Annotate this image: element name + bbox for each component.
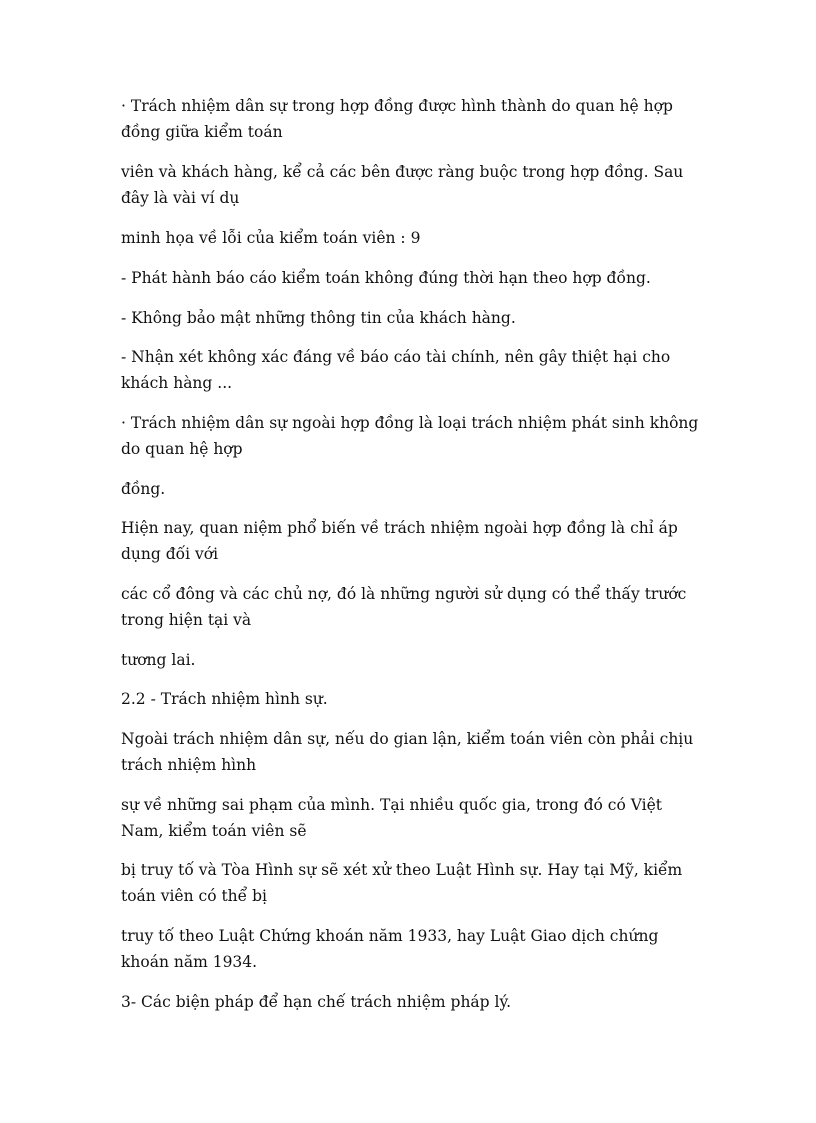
paragraph-2: viên và khách hàng, kể cả các bên được ràng buộc trong hợp đồng. Sau đây là vài ví dụ — [121, 163, 684, 207]
section-heading-3: 3- Các biện pháp để hạn chế trách nhiệm pháp lý. — [121, 993, 512, 1011]
paragraph-14: sự về những sai phạm của mình. Tại nhiều quốc gia, trong đó có Việt Nam, kiểm toán viên sẽ — [121, 796, 663, 840]
section-heading-2-2: 2.2 - Trách nhiệm hình sự. — [121, 690, 328, 708]
paragraph-7: · Trách nhiệm dân sự ngoài hợp đồng là loại trách nhiệm phát sinh không do quan hệ hợp — [121, 414, 699, 458]
paragraph-11: tương lai. — [121, 651, 196, 669]
paragraph-1: · Trách nhiệm dân sự trong hợp đồng được hình thành do quan hệ hợp đồng giữa kiểm toán — [121, 97, 673, 141]
paragraph-6: - Nhận xét không xác đáng về báo cáo tài chính, nên gây thiệt hại cho khách hàng ... — [121, 348, 671, 392]
paragraph-3: minh họa về lỗi của kiểm toán viên : 9 — [121, 229, 421, 247]
paragraph-9: Hiện nay, quan niệm phổ biến về trách nhiệm ngoài hợp đồng là chỉ áp dụng đối với — [121, 519, 678, 563]
paragraph-15: bị truy tố và Tòa Hình sự sẽ xét xử theo Luật Hình sự. Hay tại Mỹ, kiểm toán viên có thể bị — [121, 861, 683, 905]
paragraph-16: truy tố theo Luật Chứng khoán năm 1933, hay Luật Giao dịch chứng khoán năm 1934. — [121, 927, 659, 971]
paragraph-10: các cổ đông và các chủ nợ, đó là những người sử dụng có thể thấy trước trong hiện tại và — [121, 585, 687, 629]
paragraph-4: - Phát hành báo cáo kiểm toán không đúng thời hạn theo hợp đồng. — [121, 269, 651, 287]
paragraph-5: - Không bảo mật những thông tin của khách hàng. — [121, 309, 516, 327]
paragraph-8: đồng. — [121, 480, 166, 498]
paragraph-13: Ngoài trách nhiệm dân sự, nếu do gian lận, kiểm toán viên còn phải chịu trách nhiệm hình — [121, 730, 694, 774]
